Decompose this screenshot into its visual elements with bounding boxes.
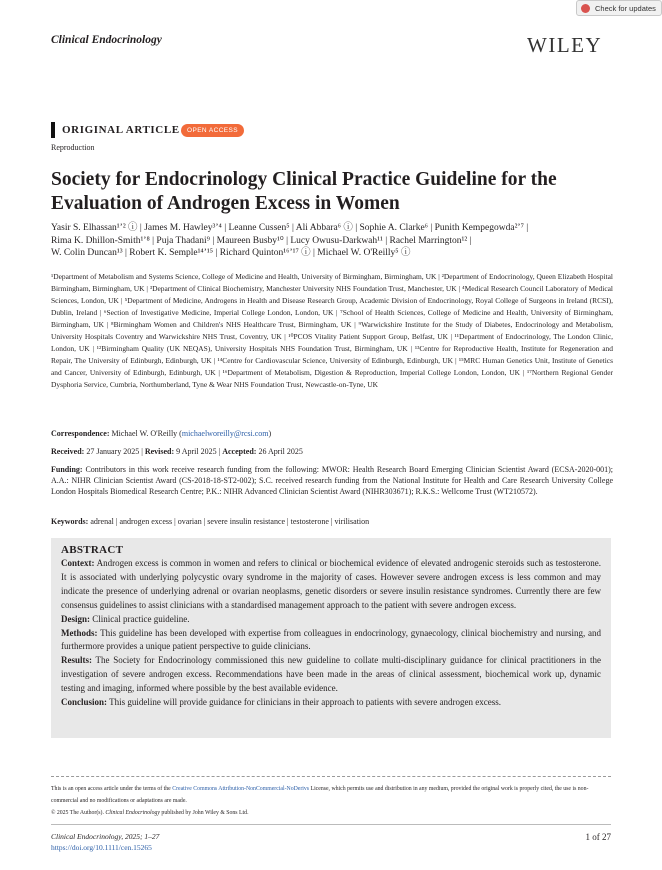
- author-line-1[interactable]: Yasir S. Elhassan¹ʼ² ⓘ | James M. Hawley³ʼ⁴ | Leanne Cussen⁵ | Ali Abbara⁶ ⓘ | Sophie A. Clarke⁶ | Punith Kempegowda²ʼ⁷ |: [51, 223, 529, 233]
- copyright-pre: © 2025 The Author(s).: [51, 810, 106, 816]
- copyright-journal: Clinical Endocrinology: [105, 810, 160, 816]
- license-notice: [51, 783, 613, 819]
- results-label: Results:: [61, 655, 92, 666]
- footer-divider: [51, 824, 611, 825]
- author-line-2[interactable]: Rima K. Dhillon-Smith¹ʼ⁸ | Puja Thadani⁹ | Maureen Busby¹⁰ | Lucy Owusu-Darkwah¹¹ | Rachel Marrington¹² |: [51, 235, 472, 246]
- received-label: Received:: [51, 447, 85, 456]
- copyright-post: published by John Wiley & Sons Ltd.: [159, 810, 249, 816]
- conclusion-label: Conclusion:: [61, 697, 108, 708]
- abstract-box: [51, 538, 611, 738]
- article-type-bar: [51, 122, 55, 138]
- correspondence-close: ): [268, 429, 272, 438]
- results-text: The Society for Endocrinology commissioned this new guideline to collate multi-disciplinary guidance for clinical practitioners in the investigation of severe androgen excess. Recommendations have been made in the areas of clinical assessment, biochemical work up, dynamic testing and imaging, informed where possible by the best available evidence.: [61, 655, 601, 694]
- license-pre: This is an open access article under the terms of the: [51, 786, 173, 792]
- keywords: [51, 516, 613, 527]
- design-label: Design:: [61, 613, 90, 624]
- article-title: Society for Endocrinology Clinical Practice Guideline for the Evaluation of Androgen Excess in Women: [51, 169, 557, 214]
- revised-label: Revised:: [144, 447, 175, 456]
- check-for-updates-label: Check for updates: [595, 4, 656, 13]
- check-for-updates-button[interactable]: [576, 0, 662, 16]
- affiliations: ¹Department of Metabolism and Systems Science, College of Medicine and Health, University of Birmingham, Birmingham, UK | ²Department of Endocrinology, Queen Elizabeth Hospital Birmingham, Birmingham, UK | ³Department of Clinical Biochemistry, Manchester University NHS Foundation Trust, Manchester, UK | ⁴Medical Research Council Laboratory of Medical Sciences, London, UK | ⁵Department of Medicine, Androgens in Health and Disease Research Group, Academic Division of Endocrinology, Royal College of Surgeons in Ireland (RCSI), Dublin, Ireland | ⁶Section of Investigative Medicine, Imperial College London, London, UK | ⁷School of Health Sciences, College of Medicine and Health, University of Birmingham, Birmingham, UK | ⁸Birmingham Women and Children's NHS Healthcare Trust, Birmingham, UK | ⁹Warwickshire Institute for the Study of Diabetes, Endocrinology and Metabolism, University Hospitals Coventry and Warwickshire NHS Trust, Coventry, UK | ¹⁰PCOS Vitality Patient Support Group, Belfast, UK | ¹¹Department of Endocrinology, The London Clinic, London, UK | ¹²Birmingham Quality (UK NEQAS), University Hospitals NHS Foundation Trust, Birmingham, UK | ¹³Centre for Reproductive Health, Institute for Regeneration and Repair, The University of Edinburgh, Edinburgh, UK | ¹⁴Centre for Cardiovascular Science, University of Edinburgh, Edinburgh, UK | ¹⁵MRC Human Genetics Unit, Institute of Genetics and Cancer, University of Edinburgh, Edinburgh, UK | ¹⁶Department of Metabolism, Digestion & Reproduction, Imperial College London, London, UK | ¹⁷Northern Regional Gender Dysphoria Service, Cumbria, Northumberland, Tyne & Wear NHS Foundation Trust, Newcastle-on-Tyne, UK: [51, 272, 613, 390]
- page-number: 1 of 27: [585, 832, 611, 842]
- design-text: Clinical practice guideline.: [92, 613, 190, 624]
- keywords-text: adrenal | androgen excess | ovarian | severe insulin resistance | testosterone | virilisation: [90, 517, 370, 526]
- keywords-label: Keywords:: [51, 517, 89, 526]
- license-divider: [51, 776, 611, 777]
- correspondence-label: Correspondence:: [51, 429, 110, 438]
- article-type: ORIGINAL ARTICLE: [62, 124, 180, 136]
- abstract-body: [61, 557, 601, 710]
- article-dates: Received: 27 January 2025 | Revised: 9 April 2025 | Accepted: 26 April 2025: [51, 447, 303, 456]
- funding-text: Contributors in this work receive research funding from the following: MWOR: Health Research Board Emerging Clinician Scientist Award (ECSA-2020-001); A.A.: NIHR Clinician Scientist Award (CS-2018-18-ST2-002); S.C. received research funding from the National Institute for Health and Care Research University College London Hospitals Biomedical Research Centre; P.K.: NIHR Advanced Clinician Scientist Award (NIHR303671); R.K.S.: Wellcome Trust (WT210572).: [51, 465, 614, 496]
- funding-label: Funding:: [51, 465, 83, 474]
- journal-name: Clinical Endocrinology: [51, 34, 162, 46]
- correspondence-name: Michael W. O'Reilly (: [111, 429, 182, 438]
- citation-text: Clinical Endocrinology, 2025; 1–27: [51, 832, 160, 841]
- abstract-title: ABSTRACT: [61, 544, 124, 556]
- license-post: License, which permits use and distribution in any medium, provided the original work is properly cited, the use is non-commercial and no modifications or adaptations are made.: [51, 786, 589, 804]
- abstract-design: [61, 613, 601, 627]
- author-list: [51, 222, 616, 260]
- abstract-results: [61, 654, 601, 696]
- open-access-badge: OPEN ACCESS: [181, 124, 244, 137]
- abstract-methods: [61, 627, 601, 655]
- article-section: Reproduction: [51, 143, 95, 152]
- methods-label: Methods:: [61, 627, 98, 638]
- update-icon: [581, 4, 590, 13]
- funding: [51, 464, 613, 497]
- accepted-label: Accepted:: [222, 447, 257, 456]
- received-date: 27 January 2025: [86, 447, 140, 456]
- accepted-date: 26 April 2025: [258, 447, 303, 456]
- footer-citation: [51, 832, 159, 853]
- correspondence: [51, 428, 613, 439]
- author-line-3[interactable]: W. Colin Duncan¹³ | Robert K. Semple¹⁴ʼ¹⁵ | Richard Quinton¹⁶ʼ¹⁷ ⓘ | Michael W. O'Reilly⁵ ⓘ: [51, 248, 411, 259]
- abstract-conclusion: [61, 696, 601, 710]
- methods-text: This guideline has been developed with expertise from colleagues in endocrinology, gynaecology, clinical biochemistry and nursing, and furthermore provides a unique patient perspective to guide clinicians.: [61, 627, 601, 652]
- abstract-context: [61, 557, 601, 613]
- doi-link[interactable]: https://doi.org/10.1111/cen.15265: [51, 842, 152, 852]
- conclusion-text: This guideline will provide guidance for clinicians in their approach to patients with severe androgen excess.: [109, 697, 501, 708]
- license-link[interactable]: Creative Commons Attribution-NonCommercial-NoDerivs: [172, 786, 310, 792]
- publisher-logo: WILEY: [527, 33, 603, 57]
- revised-date: 9 April 2025: [176, 447, 217, 456]
- correspondence-email-link[interactable]: michaelworeilly@rcsi.com: [181, 429, 269, 438]
- context-text: Androgen excess is common in women and refers to clinical or biochemical evidence of elevated androgenic steroids such as testosterone. It is associated with underlying polycystic ovary syndrome in the majority of cases. However severe androgen excess is less common and may indicate the presence of underlying adrenal or ovarian neoplasms, genetic disorders or severe insulin resistance syndromes. Currently there are few consensus guidelines to assist clinicians with a standardised management approach to the patient with severe androgen excess.: [61, 558, 601, 610]
- context-label: Context:: [61, 558, 95, 568]
